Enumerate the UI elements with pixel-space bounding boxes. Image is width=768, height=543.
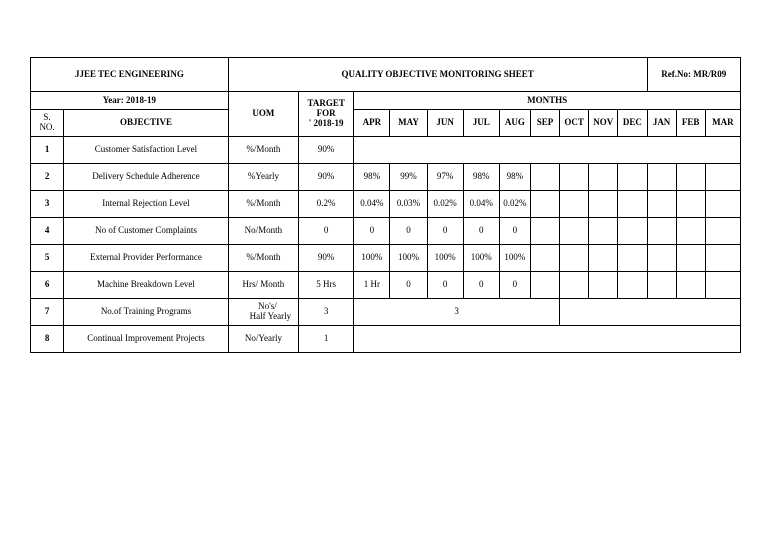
month-value-mar: [705, 164, 740, 191]
month-value-jan: [647, 245, 676, 272]
uom-cell: No/Month: [228, 218, 298, 245]
serial-number: 1: [31, 137, 64, 164]
sheet-title: QUALITY OBJECTIVE MONITORING SHEET: [228, 58, 647, 92]
objective-cell: No of Customer Complaints: [64, 218, 229, 245]
month-value-nov: [589, 164, 618, 191]
month-value-feb: [676, 245, 705, 272]
months-value-merged: [354, 137, 741, 164]
sno-header-line1: S.: [43, 112, 51, 123]
month-header-apr: APR: [354, 110, 390, 137]
month-header-nov: NOV: [589, 110, 618, 137]
month-value-jul: 0: [463, 218, 499, 245]
month-value-jun: 0: [427, 272, 463, 299]
objective-cell: Continual Improvement Projects: [64, 326, 229, 353]
month-value-dec: [618, 191, 647, 218]
quality-objective-table: [30, 57, 741, 353]
month-header-aug: AUG: [499, 110, 530, 137]
objective-cell: Internal Rejection Level: [64, 191, 229, 218]
month-value-oct: [560, 191, 589, 218]
objective-cell: No.of Training Programs: [64, 299, 229, 326]
month-value-feb: [676, 164, 705, 191]
month-value-sep: [530, 191, 559, 218]
uom-cell: [228, 299, 298, 326]
table-row: [31, 191, 741, 218]
month-header-mar: MAR: [705, 110, 740, 137]
months-header: MONTHS: [354, 92, 741, 110]
month-value-jul: 0: [463, 272, 499, 299]
month-header-dec: DEC: [618, 110, 647, 137]
month-value-mar: [705, 218, 740, 245]
serial-number: 4: [31, 218, 64, 245]
serial-number: 5: [31, 245, 64, 272]
month-value-aug: 0.02%: [499, 191, 530, 218]
month-value-feb: [676, 191, 705, 218]
month-header-oct: OCT: [560, 110, 589, 137]
table-row: [31, 245, 741, 272]
reference-number: Ref.No: MR/R09: [647, 58, 740, 92]
uom-cell: %/Month: [228, 245, 298, 272]
month-value-may: 99%: [390, 164, 427, 191]
month-value-apr: 98%: [354, 164, 390, 191]
month-value-mar: [705, 272, 740, 299]
month-value-jun: 97%: [427, 164, 463, 191]
month-value-jun: 100%: [427, 245, 463, 272]
month-value-aug: 98%: [499, 164, 530, 191]
month-value-aug: 0: [499, 272, 530, 299]
half-year-1-value: 3: [354, 299, 560, 326]
objective-cell: Machine Breakdown Level: [64, 272, 229, 299]
month-header-sep: SEP: [530, 110, 559, 137]
sno-header: [31, 110, 64, 137]
month-value-nov: [589, 245, 618, 272]
month-value-jan: [647, 272, 676, 299]
company-name: JJEE TEC ENGINEERING: [31, 58, 229, 92]
month-value-sep: [530, 218, 559, 245]
month-value-oct: [560, 272, 589, 299]
month-value-mar: [705, 191, 740, 218]
target-cell: 90%: [299, 245, 354, 272]
target-header-line1: TARGET FOR: [307, 98, 345, 119]
table-row: [31, 164, 741, 191]
month-value-jun: 0.02%: [427, 191, 463, 218]
month-value-jan: [647, 218, 676, 245]
target-cell: 90%: [299, 137, 354, 164]
month-value-jan: [647, 164, 676, 191]
month-value-feb: [676, 272, 705, 299]
column-header-row: [31, 110, 741, 137]
uom-cell: %Yearly: [228, 164, 298, 191]
table-row: [31, 137, 741, 164]
table-row: [31, 272, 741, 299]
uom-cell: No/Yearly: [228, 326, 298, 353]
serial-number: 7: [31, 299, 64, 326]
target-cell: 0.2%: [299, 191, 354, 218]
uom-cell: %/Month: [228, 191, 298, 218]
month-value-apr: 1 Hr: [354, 272, 390, 299]
month-value-nov: [589, 191, 618, 218]
month-header-jun: JUN: [427, 110, 463, 137]
half-year-2-value: [560, 299, 741, 326]
month-value-sep: [530, 245, 559, 272]
target-header-line2: ' 2018-19: [308, 117, 344, 128]
month-value-apr: 0: [354, 218, 390, 245]
target-cell: 3: [299, 299, 354, 326]
month-value-jul: 0.04%: [463, 191, 499, 218]
target-cell: 5 Hrs: [299, 272, 354, 299]
uom-cell: %/Month: [228, 137, 298, 164]
objective-cell: External Provider Performance: [64, 245, 229, 272]
month-value-dec: [618, 245, 647, 272]
month-value-may: 0: [390, 272, 427, 299]
month-value-may: 0: [390, 218, 427, 245]
serial-number: 8: [31, 326, 64, 353]
title-row: [31, 58, 741, 92]
month-value-sep: [530, 272, 559, 299]
month-value-may: 100%: [390, 245, 427, 272]
target-cell: 90%: [299, 164, 354, 191]
year-label: Year: 2018-19: [31, 92, 229, 110]
month-value-jul: 100%: [463, 245, 499, 272]
table-row: [31, 299, 741, 326]
month-value-feb: [676, 218, 705, 245]
month-value-jul: 98%: [463, 164, 499, 191]
month-value-mar: [705, 245, 740, 272]
month-value-dec: [618, 272, 647, 299]
uom-header: UOM: [228, 92, 298, 137]
month-value-may: 0.03%: [390, 191, 427, 218]
table-row: [31, 218, 741, 245]
month-value-sep: [530, 164, 559, 191]
month-value-oct: [560, 164, 589, 191]
target-cell: 0: [299, 218, 354, 245]
sno-header-line2: NO.: [39, 122, 55, 132]
target-cell: 1: [299, 326, 354, 353]
objective-cell: Customer Satisfaction Level: [64, 137, 229, 164]
month-value-aug: 0: [499, 218, 530, 245]
objective-header: OBJECTIVE: [64, 110, 229, 137]
uom-line2: Half Yearly: [249, 311, 292, 321]
objective-cell: Delivery Schedule Adherence: [64, 164, 229, 191]
month-value-jun: 0: [427, 218, 463, 245]
month-value-jan: [647, 191, 676, 218]
uom-cell: Hrs/ Month: [228, 272, 298, 299]
month-value-aug: 100%: [499, 245, 530, 272]
serial-number: 3: [31, 191, 64, 218]
month-value-oct: [560, 218, 589, 245]
table-row: [31, 326, 741, 353]
month-header-may: MAY: [390, 110, 427, 137]
month-header-jul: JUL: [463, 110, 499, 137]
year-value: [354, 326, 741, 353]
year-row: [31, 92, 741, 110]
month-value-nov: [589, 272, 618, 299]
month-value-oct: [560, 245, 589, 272]
serial-number: 2: [31, 164, 64, 191]
serial-number: 6: [31, 272, 64, 299]
uom-line1: No's/: [258, 301, 277, 312]
month-value-dec: [618, 164, 647, 191]
month-value-apr: 100%: [354, 245, 390, 272]
month-value-apr: 0.04%: [354, 191, 390, 218]
month-value-dec: [618, 218, 647, 245]
target-header: [299, 92, 354, 137]
month-header-jan: JAN: [647, 110, 676, 137]
month-value-nov: [589, 218, 618, 245]
month-header-feb: FEB: [676, 110, 705, 137]
